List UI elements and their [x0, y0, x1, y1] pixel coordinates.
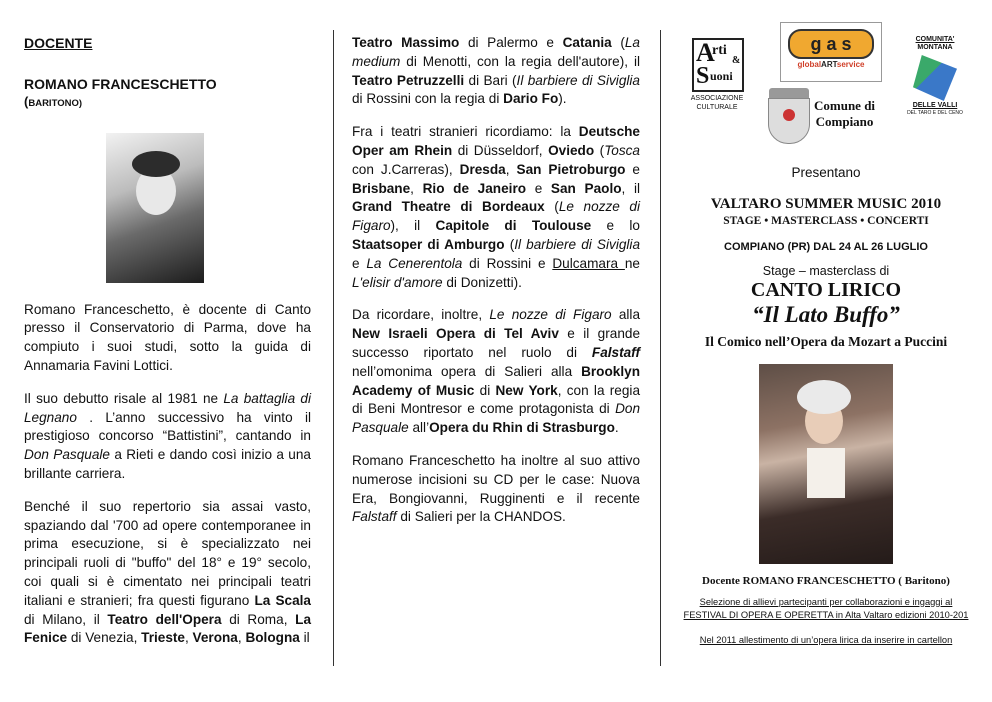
right-column	[676, 34, 976, 647]
left-column	[24, 28, 311, 662]
course-subtitle: “Il Lato Buffo”	[752, 301, 900, 327]
teacher-photo	[106, 133, 204, 283]
course-title: CANTO LIRICO	[750, 278, 902, 301]
career-paragraph-3: Da ricordare, inoltre, Le nozze di Figaro alla New Israeli Opera di Tel Aviv e il grande successo riportato nel ruolo di Falstaff nell’omonima opera di Salieri alla Brooklyn Academy of Music di New York, con la regia di Beni Montresor e come protagonista di Don Pasquale all’Opera du Rhin di Strasburgo.	[352, 307, 641, 436]
event-dates: COMPIANO (PR) DAL 24 AL 26 LUGLIO	[724, 240, 928, 253]
bio-paragraph-2: Il suo debutto risale al 1981 ne La battaglia di Legnano . L’anno successivo ha vinto il prestigioso concorso “Battistini”, cantando in Don Pasquale a Rieti e dando così inizio a una brillante carriera.	[24, 390, 311, 481]
career-paragraph-1: Teatro Massimo di Palermo e Catania (La medium di Menotti, con la regia dell'autore), il Teatro Petruzzelli di Bari (Il barbiere di Siviglia di Rossini con la regia di Dario Fo).	[352, 35, 640, 107]
stage-label: Stage – masterclass di	[762, 263, 890, 278]
arti-suoni-logo: A rti & S uoni ASSOCIAZIONE CULTURALE	[690, 38, 744, 111]
section-heading: DOCENTE	[24, 35, 93, 51]
gas-logo: g a s globalARTservice	[780, 22, 882, 82]
teacher-credit: Docente ROMANO FRANCESCHETTO ( Baritono)	[702, 574, 950, 587]
bio-paragraph-3: Benché il suo repertorio sia assai vasto, spaziando dal '700 ad opere contemporanee in prima esecuzione, si è specializzato nei principali ruoli di "buffo" del 18° e 19° secolo, coi quali si è cimentato nei principali teatri italiani e stranieri; fra questi figurano La Scala di Milano, il Teatro dell'Opera di Roma, La Fenice di Venezia, Trieste, Verona, Bologna il	[24, 498, 312, 646]
column-divider-left	[333, 30, 334, 666]
note-2011: Nel 2011 allestimento di un’opera lirica da inserire in cartellon	[699, 634, 953, 645]
comune-label: Comune di Compiano	[814, 98, 876, 129]
voice-type: (BARITONO)	[24, 93, 82, 109]
career-paragraph-2: Fra i teatri stranieri ricordiamo: la Deutsche Oper am Rhein di Düsseldorf, Oviedo (Tosca con J.Carreras), Dresda, San Pietroburgo e Brisbane, Rio de Janeiro e San Paolo, il Grand Theatre di Bordeaux (Le nozze di Figaro), il Capitole di Toulouse e lo Staatsoper di Amburgo (Il barbiere di Siviglia e La Cenerentola di Rossini e Dulcamara ne L'elisir d'amore di Donizetti).	[352, 124, 641, 290]
presentano: Presentano	[791, 165, 861, 180]
event-title: VALTARO SUMMER MUSIC 2010	[710, 195, 942, 212]
compiano-coat-of-arms	[766, 88, 812, 146]
middle-column	[352, 34, 640, 541]
course-description: Il Comico nell’Opera da Mozart a Puccini	[704, 333, 948, 349]
comunita-montana-logo: COMUNITA' MONTANA DELLE VALLI DEL TARO E DEL CENO	[907, 36, 963, 116]
selection-line-2: FESTIVAL DI OPERA E OPERETTA in Alta Valtaro edizioni 2010-201	[683, 609, 969, 620]
sponsor-logos	[676, 34, 976, 164]
bio-paragraph-1: Romano Franceschetto, è docente di Canto presso il Conservatorio di Parma, dove ha compiuto i suoi studi, sotto la guida di Annamaria Favini Lottici.	[24, 301, 311, 373]
career-paragraph-4: Romano Franceschetto ha inoltre al suo attivo numerose incisioni su CD per le case: Nuova Era, Bongiovanni, Rugginenti e il recente Falstaff di Salieri per la CHANDOS.	[352, 452, 640, 525]
selection-line-1: Selezione di allievi partecipanti per collaborazioni e ingaggi al	[699, 596, 953, 607]
teacher-name: ROMANO FRANCESCHETTO	[24, 75, 217, 92]
column-divider-right	[660, 30, 661, 666]
event-subtitle: STAGE • MASTERCLASS • CONCERTI	[723, 214, 929, 227]
performer-photo	[759, 364, 893, 564]
